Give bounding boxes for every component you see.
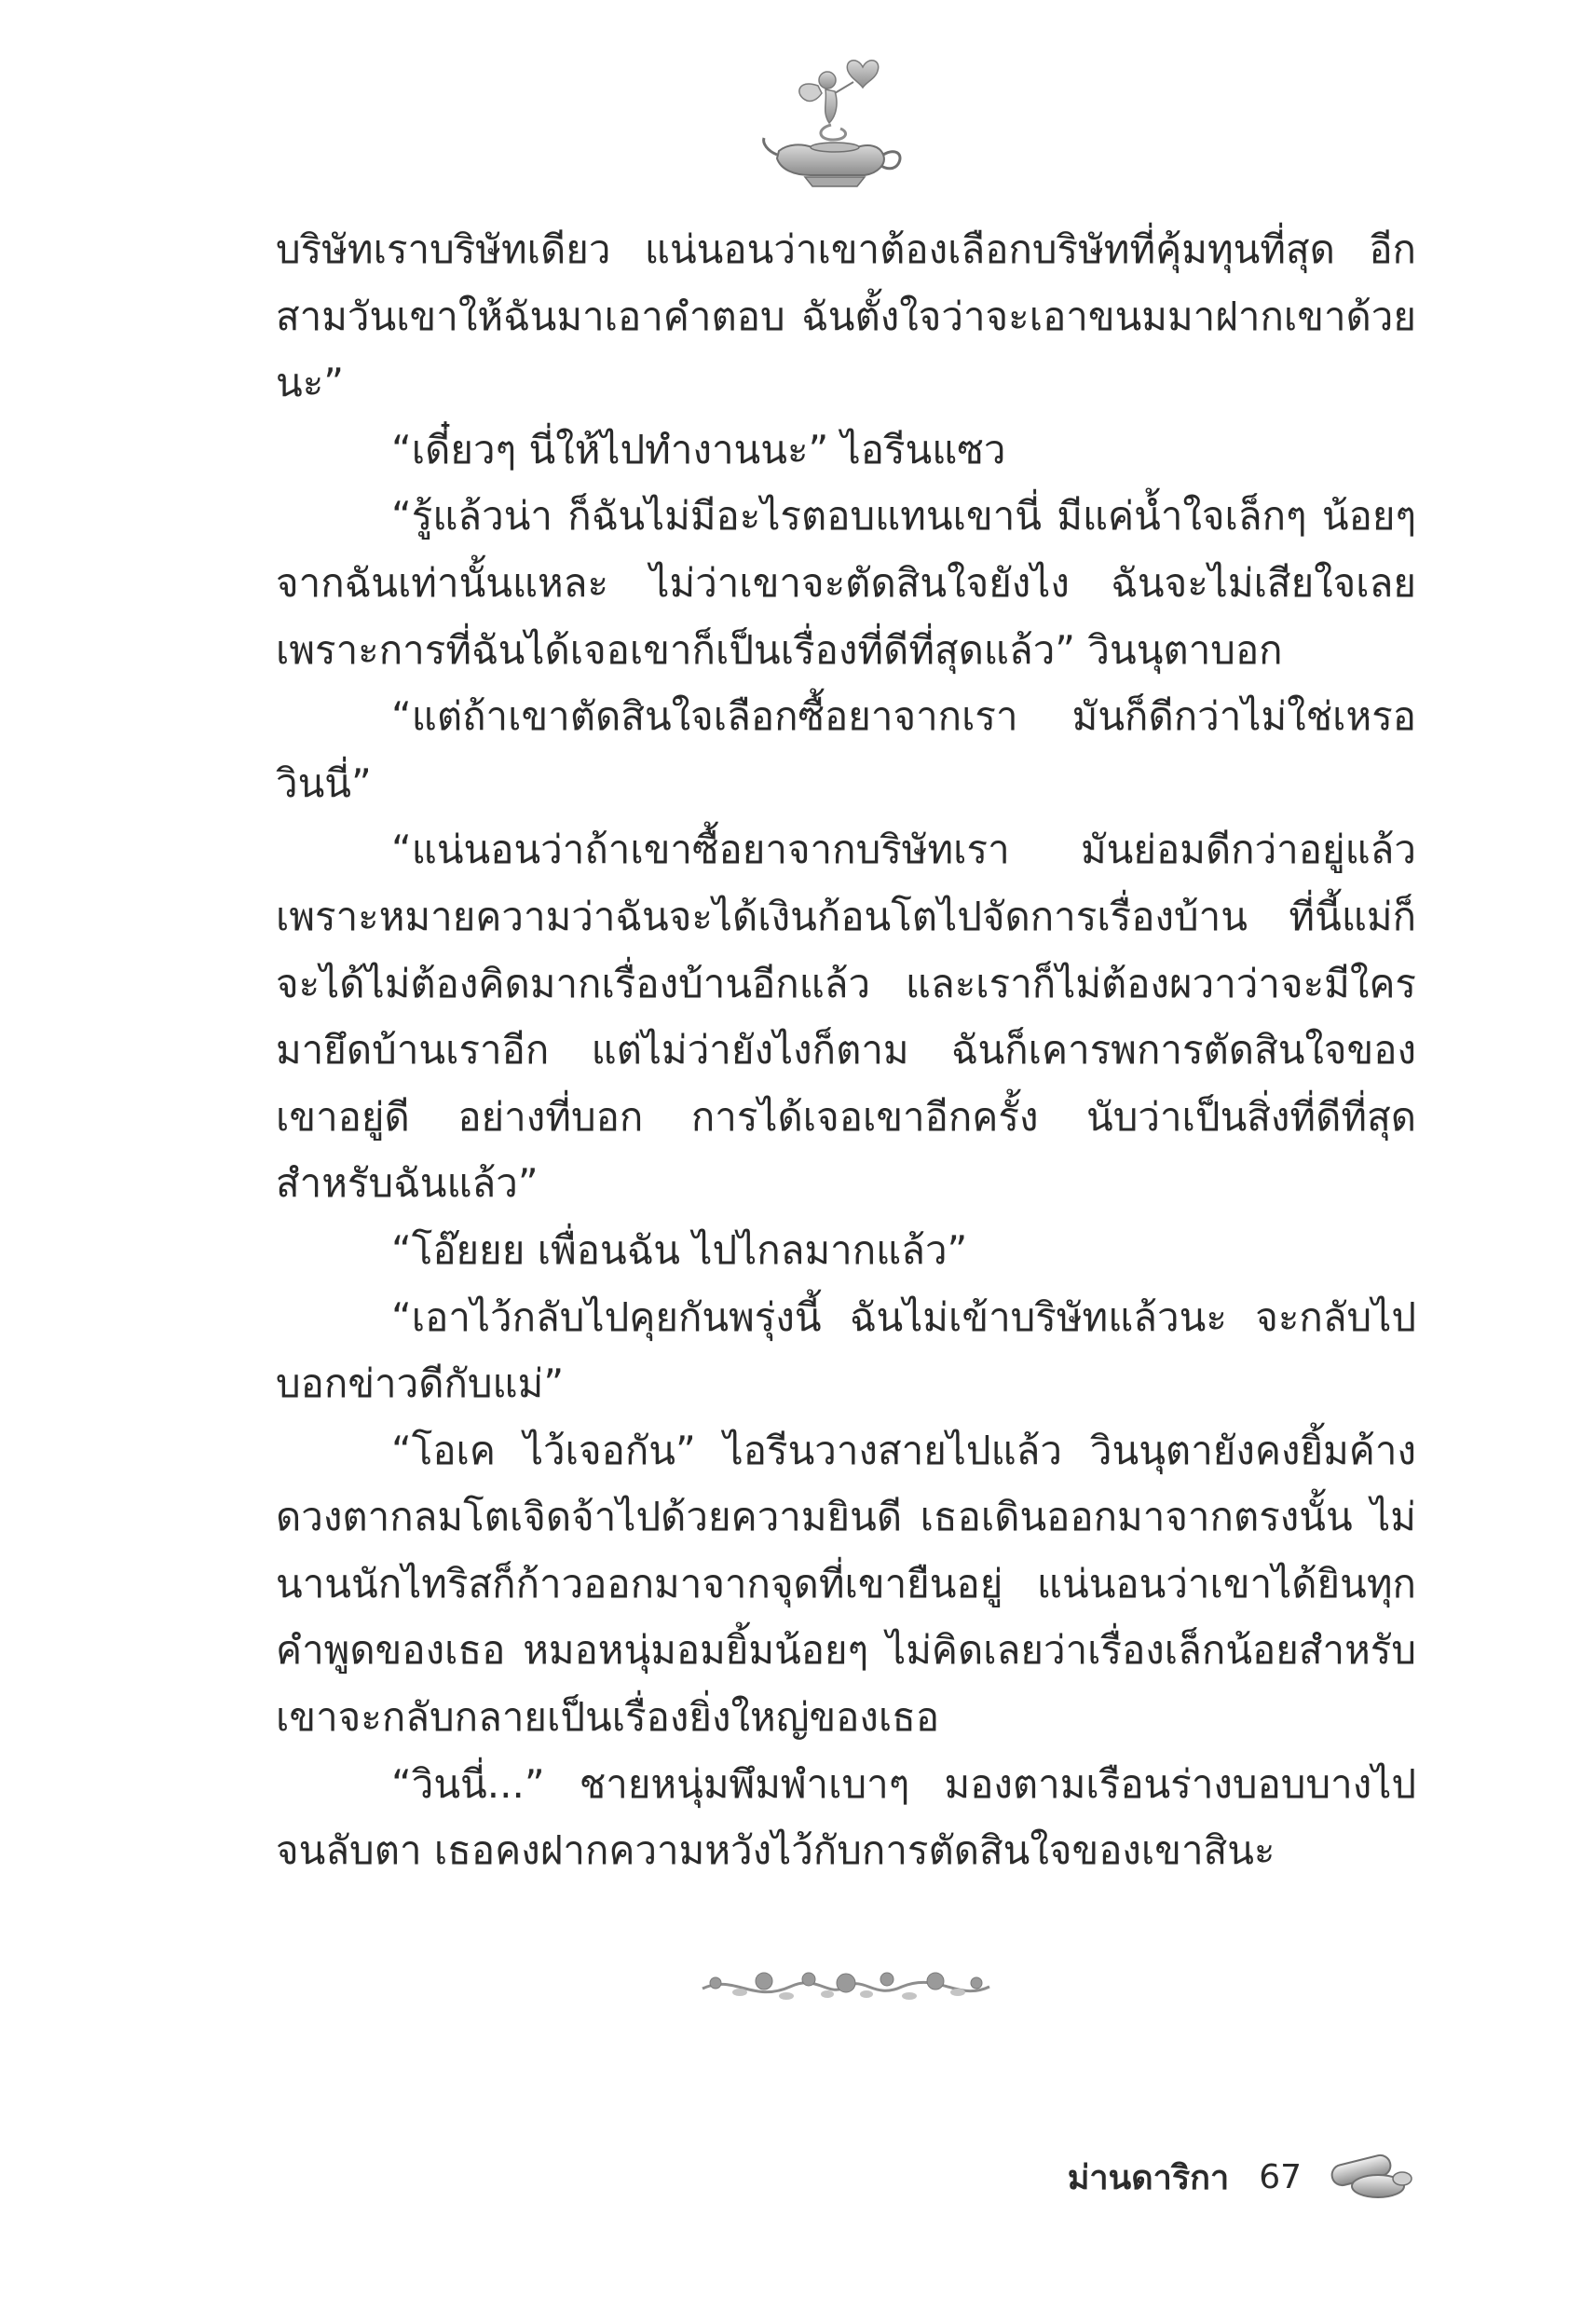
paragraph-5: “แน่นอนว่าถ้าเขาซื้อยาจากบริษัทเรา มันย่อมดีกว่าอยู่แล้ว เพราะหมายความว่าฉันจะได้เงินก้อนโตไปจัดการเรื่องบ้าน ที่นี้แม่ก็จะได้ไม่ต้องคิดมากเรื่องบ้านอีกแล้ว และเราก็ไม่ต้องผวาว่าจะมีใครมายึดบ้านเราอีก แต่ไม่ว่ายังไงก็ตาม ฉันก็เคารพการตัดสินใจของเขาอยู่ดี อย่างที่บอก การได้เจอเขาอีกครั้ง นับว่าเป็นสิ่งที่ดีที่สุดสำหรับฉันแล้ว”	[276, 827, 1416, 1207]
floral-vine-divider-icon	[697, 1955, 995, 2015]
paragraph-1: บริษัทเราบริษัทเดียว แน่นอนว่าเขาต้องเลือกบริษัทที่คุ้มทุนที่สุด อีกสามวันเขาให้ฉันมาเอาคำตอบ ฉันตั้งใจว่าจะเอาขนมมาฝากเขาด้วยนะ”	[276, 226, 1416, 406]
body-text	[276, 216, 1416, 1884]
paragraph-2: “เดี๋ยวๆ นี่ให้ไปทำงานนะ” ไอรีนแซว	[391, 426, 1006, 472]
page-footer	[1068, 2140, 1413, 2214]
paragraph-6: “โอ๊ยยย เพื่อนฉัน ไปไกลมากแล้ว”	[391, 1226, 968, 1273]
page-number: 67	[1259, 2157, 1302, 2196]
book-title: ม่านดาริกา	[1067, 2158, 1230, 2197]
paragraph-3: “รู้แล้วน่า ก็ฉันไม่มีอะไรตอบแทนเขานี่ มีแค่น้ำใจเล็กๆ น้อยๆ จากฉันเท่านั้นแหละ ไม่ว่าเขาจะตัดสินใจยังไง ฉันจะไม่เสียใจเลย เพราะการที่ฉันได้เจอเขาก็เป็นเรื่องที่ดีที่สุดแล้ว” วินนุตาบอก	[276, 493, 1416, 673]
cupid-teapot-ornament-icon	[760, 54, 909, 194]
paragraph-9: “วินนี่...” ชายหนุ่มพึมพำเบาๆ มองตามเรือนร่างบอบบางไปจนลับตา เธอคงฝากความหวังไว้กับการตัดสินใจของเขาสินะ	[276, 1760, 1416, 1874]
paragraph-4: “แต่ถ้าเขาตัดสินใจเลือกซื้อยาจากเรา มันก็ดีกว่าไม่ใช่เหรอวินนี่”	[276, 693, 1416, 806]
paragraph-8: “โอเค ไว้เจอกัน” ไอรีนวางสายไปแล้ว วินนุตายังคงยิ้มค้าง ดวงตากลมโตเจิดจ้าไปด้วยความยินดี เธอเดินออกมาจากตรงนั้น ไม่นานนักไทริสก็ก้าวออกมาจากจุดที่เขายืนอยู่ แน่นอนว่าเขาได้ยินทุกคำพูดของเธอ หมอหนุ่มอมยิ้มน้อยๆ ไม่คิดเลยว่าเรื่องเล็กน้อยสำหรับเขาจะกลับกลายเป็นเรื่องยิ่งใหญ่ของเธอ	[276, 1427, 1416, 1741]
pill-capsule-icon	[1324, 2151, 1413, 2203]
paragraph-7: “เอาไว้กลับไปคุยกันพรุ่งนี้ ฉันไม่เข้าบริษัทแล้วนะ จะกลับไปบอกข่าวดีกับแม่”	[276, 1293, 1416, 1407]
